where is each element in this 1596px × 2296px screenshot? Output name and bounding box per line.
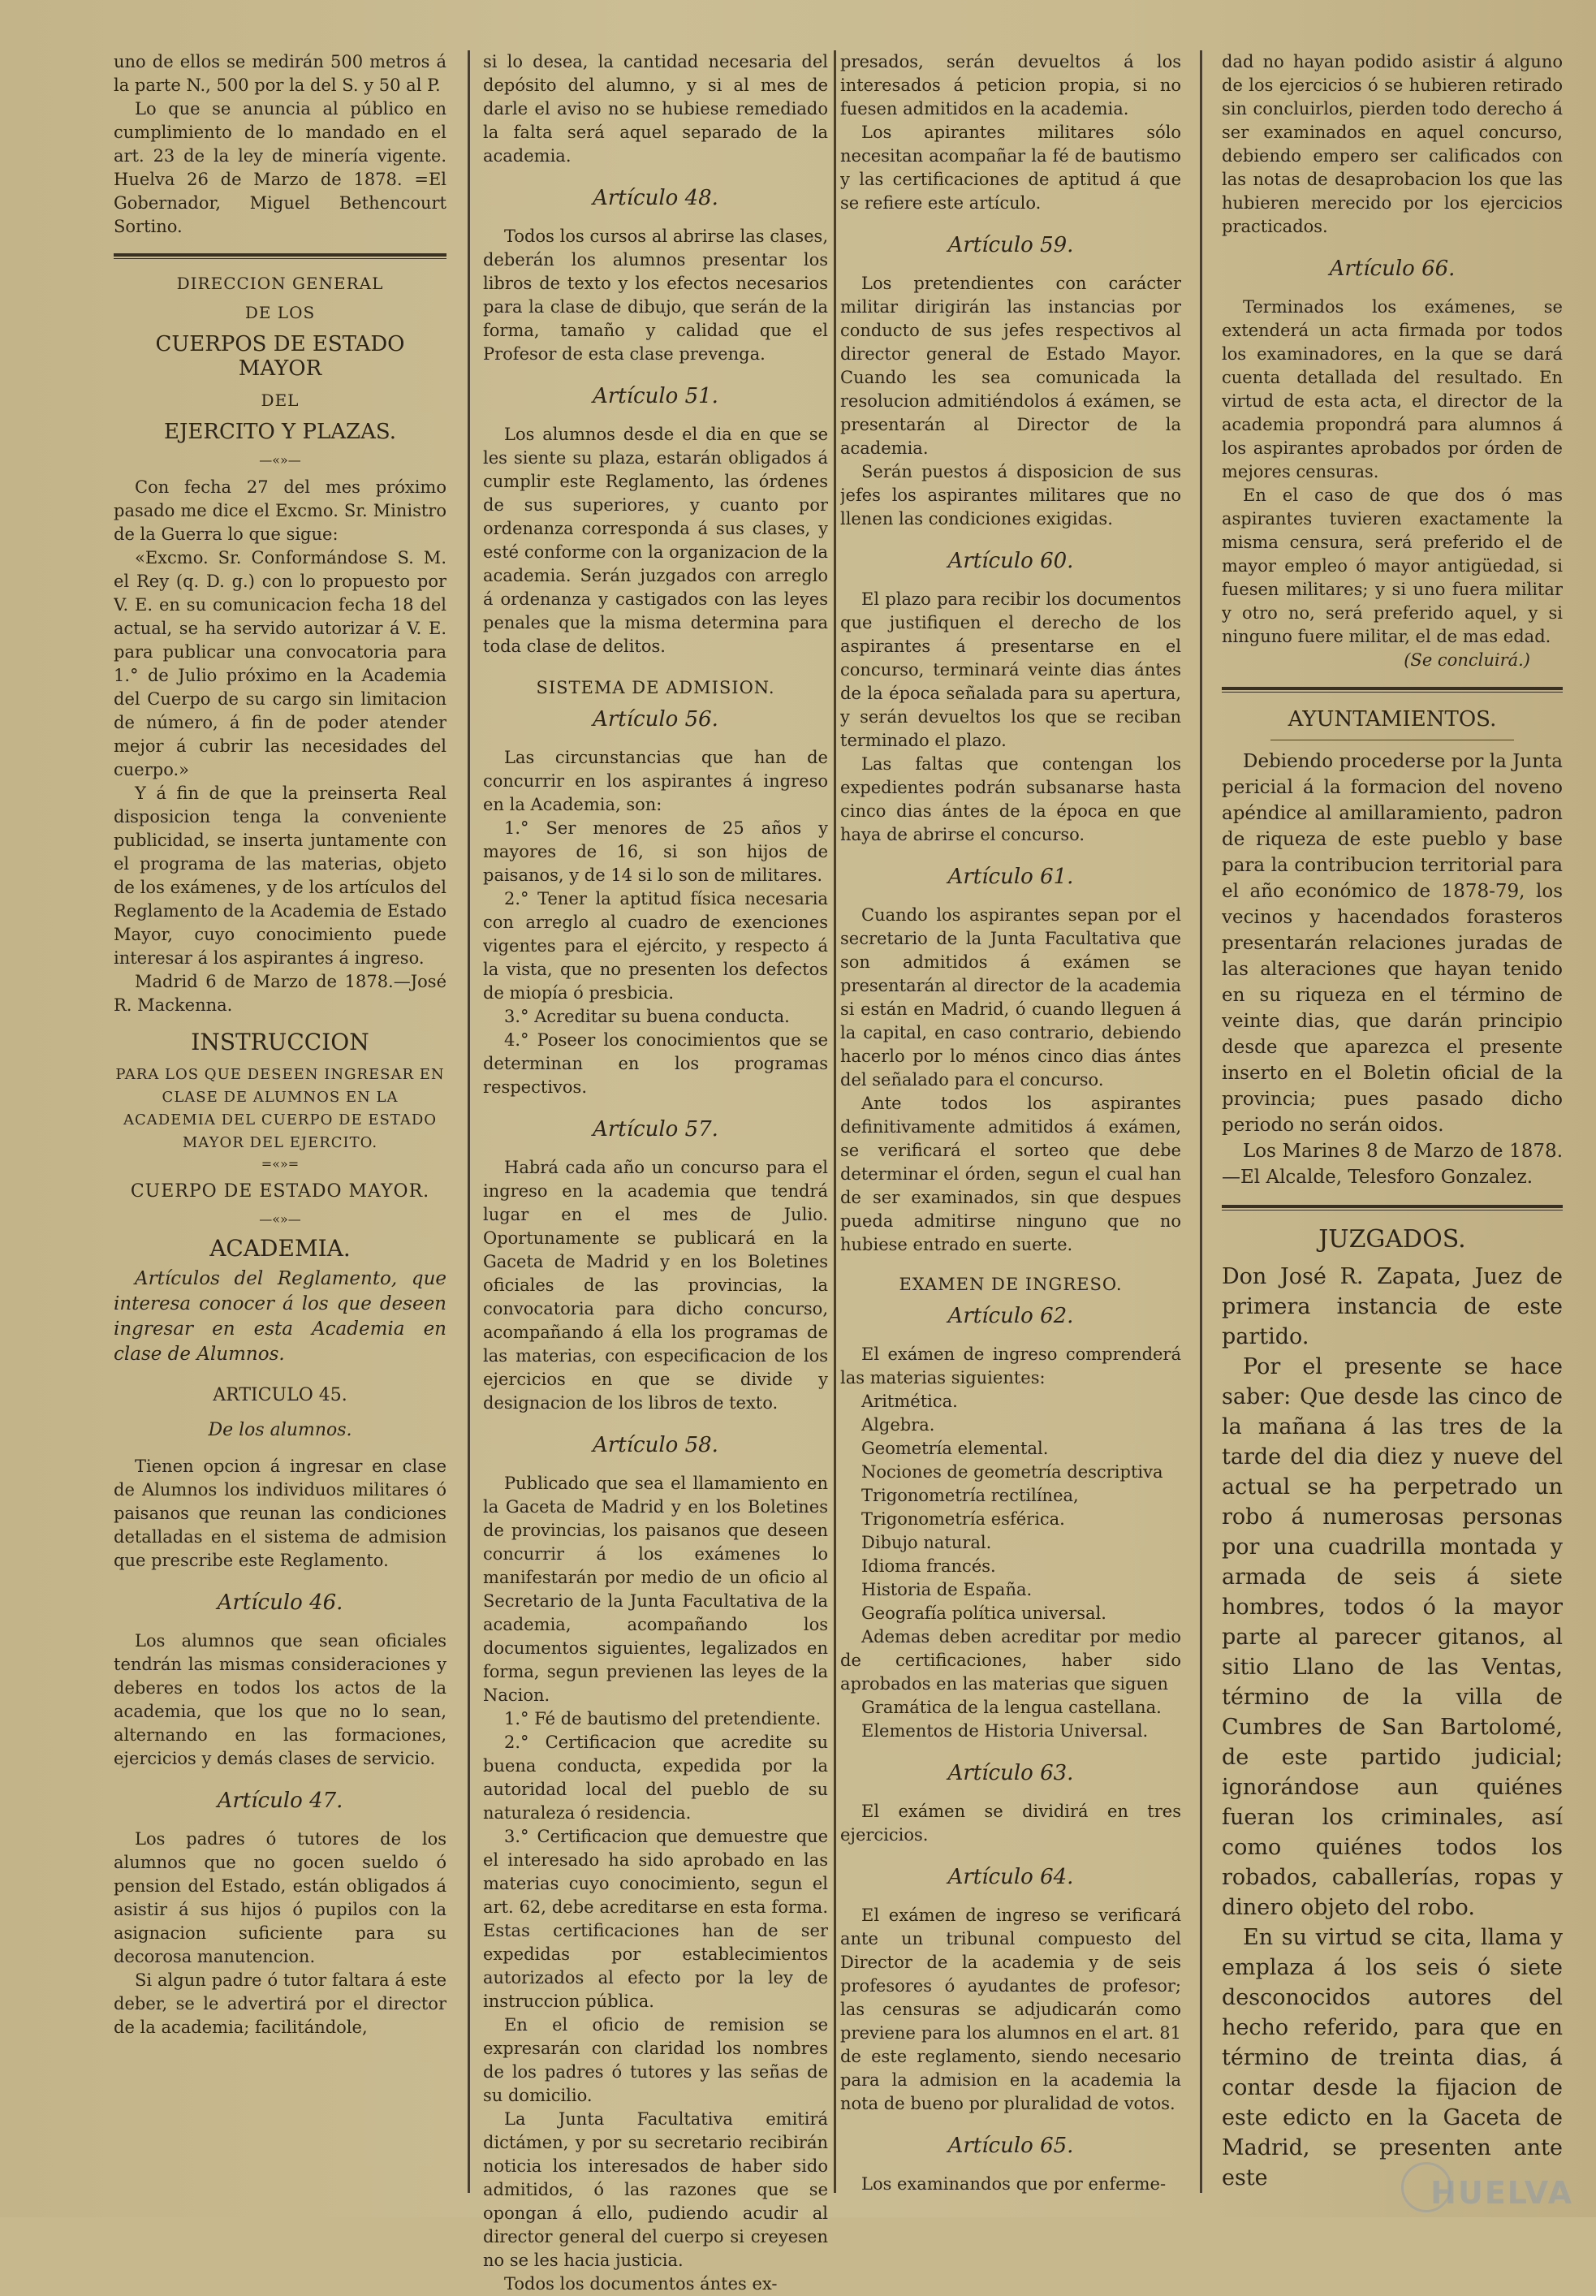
subject-item: Geografía política universal. xyxy=(861,1603,1106,1623)
subject-item: Historia de España. xyxy=(861,1580,1033,1599)
paragraph: Debiendo procederse por la Junta pericial á la formacion del noveno apéndice al amillaramiento, padron de riqueza de este pueblo y base para la contribucion territorial para el año económico de 1878-79, los vecinos y hacendados forasteros presentarán relaciones juradas de las alteraciones que hayan tenido en su riqueza en el término de veinte dias, que darán principio desde que aparezca el presente inserto en el Boletin oficial de la provincia; pues pasado dicho periodo no serán oidos. xyxy=(1222,751,1563,1136)
list-item: 2.° Certificacion que acredite su buena conducta, expedida por la autoridad local del pueblo de su naturaleza ó residencia. xyxy=(483,1733,828,1823)
article-heading: Artículo 56. xyxy=(593,707,718,732)
subject-item: Geometría elemental. xyxy=(861,1439,1049,1458)
paragraph: Habrá cada año un concurso para el ingreso en la academia que tendrá lugar en el mes de Julio. Oportunamente se publicará en la Gaceta de Madrid y en los Boletines oficiales de las provincias, la convocatoria para dicho concurso, acompañando á ella los programas de las materias, con especificacion de los ejercicios en que se divide y designacion de los libros de texto. xyxy=(483,1158,828,1413)
paragraph: El exámen de ingreso comprenderá las materias siguientes: xyxy=(840,1344,1181,1388)
paragraph: Ademas deben acreditar por medio de certificaciones, haber sido aprobados en las materias que siguen xyxy=(840,1627,1181,1694)
subject-item: Idioma francés. xyxy=(861,1556,996,1576)
section-divider xyxy=(1222,1205,1563,1211)
section-heading: DE LOS xyxy=(244,303,316,322)
paragraph: Cuando los aspirantes sepan por el secretario de la Junta Facultativa que son admitidos á exámen se presentarán al director de la academia si están en Madrid, ó cuando lleguen á la capital, en caso contrario, debiendo hacerlo por lo ménos cinco dias ántes del señalado para el concurso. xyxy=(840,905,1181,1090)
section-divider xyxy=(1222,687,1563,693)
paragraph: Los examinandos que por enferme- xyxy=(861,2174,1167,2194)
paragraph: Terminados los exámenes, se extenderá un acta firmada por todos los examinadores, en la que se dará cuenta detallada del resultado. En virtud de esta acta, el director de la academia propondrá para alumnos á los aspirantes aprobados por órden de mejores censuras. xyxy=(1222,297,1563,481)
paragraph: Los apirantes militares sólo necesitan acompañar la fé de bautismo y las certificaciones de aptitud á que se refiere este artículo. xyxy=(840,123,1181,213)
column-1 xyxy=(114,50,446,2039)
article-heading: Artículo 48. xyxy=(593,186,718,210)
paragraph: En el caso de que dos ó mas aspirantes tuvieren exactamente la misma censura, será preferido el de mayor empleo ó mayor antigüedad, si fuesen militares; y si uno fuera militar y otro no, será preferido aquel, y si ninguno fuere militar, el de mas edad. xyxy=(1222,486,1563,646)
paragraph: En el oficio de remision se expresarán con claridad los nombres de los padres ó tutores y las señas de su domicilio. xyxy=(483,2015,828,2105)
paragraph: Los padres ó tutores de los alumnos que no gocen sueldo ó pension del Estado, están obligados á asistir á sus hijos ó pupilos con la asignacion suficiente para su decorosa manutencion. xyxy=(114,1829,446,1966)
paragraph: Los alumnos que sean oficiales tendrán las mismas consideraciones y deberes en todos los actos de la academia, que los que no lo sean, alternando en las formaciones, ejercicios y demás clases de servicio. xyxy=(114,1631,446,1768)
column-2 xyxy=(483,50,828,2296)
paragraph: En su virtud se cita, llama y emplaza á los seis ó siete desconocidos autores del hecho referido, para que en término de treinta dias, á contar desde la fijacion de este edicto en la Gaceta de Madrid, se presenten ante este xyxy=(1222,1925,1563,2190)
column-3 xyxy=(840,50,1181,2196)
paragraph: Los alumnos desde el dia en que se les siente su plaza, estarán obligados á cumplir este Reglamento, las órdenes de sus superiores, y cuanto por ordenanza corresponda á sus clases, y esté conforme con la organizacion de la academia. Serán juzgados con arreglo á ordenanza y castigados con las leyes penales que la misma determina para toda clase de delitos. xyxy=(483,425,828,656)
article-heading: Artículo 51. xyxy=(593,384,718,408)
paragraph: Los pretendientes con carácter militar dirigirán las instancias por conducto de sus jefes respectivos al director general de Estado Mayor. Cuando les sea comunicada la resolucion admitiéndolos á exámen, se presentarán al Director de la academia. xyxy=(840,274,1181,458)
paragraph: Con fecha 27 del mes próximo pasado me dice el Excmo. Sr. Ministro de la Guerra lo que sigue: xyxy=(114,477,446,544)
ornament: =«»= xyxy=(261,1156,300,1172)
section-divider xyxy=(114,253,446,259)
paragraph: Don José R. Zapata, Juez de primera instancia de este partido. xyxy=(1222,1264,1563,1349)
paragraph: presados, serán devueltos á los interesados á peticion propia, si no fuesen admitidos en la academia. xyxy=(840,52,1181,119)
section-heading: ACADEMIA. xyxy=(209,1235,351,1262)
subject-item: Trigonometría esférica. xyxy=(861,1509,1065,1529)
paragraph: Todos los documentos ántes ex- xyxy=(504,2274,778,2294)
article-heading: Artículo 58. xyxy=(593,1433,718,1457)
paragraph: Por el presente se hace saber: Que desde las cinco de la mañana á las tres de la tarde del dia diez y nueve del actual se ha perpetrado un robo á numerosas personas por una cuadrilla montada y armada de seis á siete hombres, todos ó la mayor parte al parecer gitanos, al sitio Llano de las Ventas, término de la villa de Cumbres de San Bartolomé, de este partido judicial; ignorándose aun quiénes fueran los criminales, así como quiénes todos los robados, caballerías, ropas y dinero objeto del robo. xyxy=(1222,1354,1563,1920)
subject-item: Algebra. xyxy=(861,1415,935,1435)
list-item: 3.° Certificacion que demuestre que el interesado ha sido aprobado en las materias cuyo conocimiento, segun el art. 62, debe acreditarse en esta forma. Estas certificaciones han de ser expedidas por establecimientos autorizados al efecto por la ley de instruccion pública. xyxy=(483,1827,828,2011)
section-heading: EJERCITO Y PLAZAS. xyxy=(164,420,396,444)
paragraph: Publicado que sea el llamamiento en la Gaceta de Madrid y en los Boletines de provincias, los paisanos que deseen concurrir á los exámenes lo manifestarán por medio de un oficio al Secretario de la Junta Facultativa de la academia, acompañando los documentos siguientes, legalizados en forma, segun previenen las leyes de la Nacion. xyxy=(483,1474,828,1705)
list-item: 2.° Tener la aptitud física necesaria con arreglo al cuadro de exenciones vigentes para el ejército, y respecto á la vista, que no presenten los defectos de miopía ó presbicia. xyxy=(483,889,828,1003)
section-heading: EXAMEN DE INGRESO. xyxy=(899,1275,1123,1294)
paragraph: El plazo para recibir los documentos que justifiquen el derecho de los aspirantes á presentarse en el concurso, terminará veinte dias ántes de la época señalada para su apertura, y serán devueltos los que se reciban terminado el plazo. xyxy=(840,589,1181,750)
article-heading: Artículo 57. xyxy=(593,1117,718,1142)
article-heading: Artículo 64. xyxy=(947,1865,1074,1889)
subject-item: Aritmética. xyxy=(861,1392,958,1411)
ornament: —«»— xyxy=(259,1211,301,1227)
archive-watermark: HUELVA xyxy=(1430,2175,1573,2211)
column-rule xyxy=(468,50,470,2193)
article-heading: Artículo 61. xyxy=(947,865,1074,889)
paragraph: Y á fin de que la preinserta Real disposicion tenga la conveniente publicidad, se inserta juntamente con el programa de las materias, objeto de los exámenes, y de los artículos del Reglamento de la Academia de Estado Mayor, cuyo conocimiento puede interesar á los aspirantes á ingreso. xyxy=(114,783,446,968)
subject-item: Nociones de geometría descriptiva xyxy=(861,1462,1163,1482)
list-item: 4.° Poseer los conocimientos que se determinan en los programas respectivos. xyxy=(483,1030,828,1097)
section-heading: CUERPO DE ESTADO MAYOR. xyxy=(130,1181,430,1202)
paragraph: uno de ellos se medirán 500 metros á la parte N., 500 por la del S. y 50 al P. xyxy=(114,52,446,95)
section-heading: JUZGADOS. xyxy=(1318,1225,1466,1254)
paragraph: Las faltas que contengan los expedientes podrán subsanarse hasta cinco dias ántes de la época en que haya de abrirse el concurso. xyxy=(840,754,1181,844)
article-heading: Artículo 59. xyxy=(947,233,1074,257)
article-heading: ARTICULO 45. xyxy=(213,1385,347,1405)
section-heading: SISTEMA DE ADMISION. xyxy=(536,678,775,697)
paragraph: Madrid 6 de Marzo de 1878.—José R. Mackenna. xyxy=(114,972,446,1015)
article-heading: De los alumnos. xyxy=(208,1420,352,1440)
article-heading: Artículo 47. xyxy=(217,1789,343,1813)
paragraph: dad no hayan podido asistir á alguno de los ejercicios ó se hubieren retirado sin concluirlos, pierden todo derecho á ser examinados en aquel concurso, debiendo empero ser calificados con las notas de desaprobacion los que las hubieren merecido por los ejercicios practicados. xyxy=(1222,52,1563,236)
paragraph: Los Marines 8 de Marzo de 1878. —El Alcalde, Telesforo Gonzalez. xyxy=(1222,1141,1563,1188)
continued-note: (Se concluirá.) xyxy=(1404,650,1530,670)
paragraph: Las circunstancias que han de concurrir en los aspirantes á ingreso en la Academia, son: xyxy=(483,748,828,814)
column-rule xyxy=(1200,50,1202,2193)
section-subheading: PARA LOS QUE DESEEN INGRESAR EN CLASE DE ALUMNOS EN LA ACADEMIA DEL CUERPO DE ESTADO MAYOR DEL EJERCITO. xyxy=(115,1066,445,1151)
article-heading: Artículo 66. xyxy=(1329,257,1456,281)
paragraph: si lo desea, la cantidad necesaria del depósito del alumno, y si al mes de darle el aviso no se hubiese remediado la falta será aquel separado de la academia. xyxy=(483,52,828,166)
list-item: 1.° Fé de bautismo del pretendiente. xyxy=(504,1709,822,1728)
section-subheading: Artículos del Reglamento, que interesa conocer á los que deseen ingresar en esta Academia en clase de Alumnos. xyxy=(114,1268,446,1365)
paragraph: El exámen se dividirá en tres ejercicios. xyxy=(840,1802,1181,1845)
subject-item: Trigonometría rectilínea, xyxy=(861,1486,1079,1505)
article-heading: Artículo 63. xyxy=(947,1761,1074,1785)
paragraph: Lo que se anuncia al público en cumplimiento de lo mandado en el art. 23 de la ley de minería vigente. Huelva 26 de Marzo de 1878. =El Gobernador, Miguel Bethencourt Sortino. xyxy=(114,99,446,236)
section-heading: CUERPOS DE ESTADO MAYOR xyxy=(155,332,405,381)
column-4 xyxy=(1222,50,1563,2193)
section-heading: DEL xyxy=(261,391,300,410)
list-item: 3.° Acreditar su buena conducta. xyxy=(504,1007,790,1026)
list-item: 1.° Ser menores de 25 años y mayores de 16, si son hijos de paisanos, y de 14 si lo son de militares. xyxy=(483,818,828,885)
paragraph: Todos los cursos al abrirse las clases, deberán los alumnos presentar los libros de texto y los efectos necesarios para la clase de dibujo, que serán de la forma, tamaño y calidad que el Profesor de esta clase prevenga. xyxy=(483,227,828,364)
paragraph: «Excmo. Sr. Conformándose S. M. el Rey (q. D. g.) con lo propuesto por V. E. en su comunicacion fecha 18 del actual, se ha servido autorizar á V. E. para publicar una convocatoria para 1.° de Julio próximo en la Academia del Cuerpo de su cargo sin limitacion de número, á fin de poder atender mejor á cubrir las necesidades del cuerpo.» xyxy=(114,548,446,779)
article-heading: Artículo 46. xyxy=(217,1590,343,1615)
paragraph: Si algun padre ó tutor faltara á este deber, se le advertirá por el director de la academia; facilitándole, xyxy=(114,1970,446,2037)
paragraph: Ante todos los aspirantes definitivamente admitidos á exámen, se verificará el sorteo que debe determinar el órden, segun el cual han de ser examinados, sin que despues pueda admitirse ninguno que no hubiese entrado en suerte. xyxy=(840,1094,1181,1254)
section-heading: INSTRUCCION xyxy=(191,1029,369,1055)
article-heading: Artículo 60. xyxy=(947,549,1074,573)
section-heading: AYUNTAMIENTOS. xyxy=(1288,707,1497,732)
paragraph: El exámen de ingreso se verificará ante un tribunal compuesto del Director de la academia y de seis profesores ó ayudantes de profesor; las censuras se adjudicarán como previene para los alumnos en el art. 81 de este reglamento, siendo necesario para la admision en la academia la nota de bueno por pluralidad de votos. xyxy=(840,1905,1181,2113)
article-heading: Artículo 65. xyxy=(947,2134,1074,2158)
column-rule xyxy=(834,50,836,2193)
paragraph: Serán puestos á disposicion de sus jefes los aspirantes militares que no llenen las condiciones exigidas. xyxy=(840,462,1181,529)
paragraph: Tienen opcion á ingresar en clase de Alumnos los individuos militares ó paisanos que reunan las condiciones detalladas en el sistema de admision que prescribe este Reglamento. xyxy=(114,1457,446,1570)
section-heading: DIRECCION GENERAL xyxy=(176,274,384,293)
subject-item: Elementos de Historia Universal. xyxy=(861,1721,1149,1741)
paragraph: La Junta Facultativa emitirá dictámen, y por su secretario recibirán noticia los interesados de haber sido admitidos, ó las razones que se opongan á ello, pudiendo acudir al director general del cuerpo si creyesen no se les hacia justicia. xyxy=(483,2109,828,2270)
ornament: —«»— xyxy=(259,452,301,468)
article-heading: Artículo 62. xyxy=(947,1304,1074,1328)
subject-item: Gramática de la lengua castellana. xyxy=(861,1698,1162,1717)
subject-item: Dibujo natural. xyxy=(861,1533,992,1552)
